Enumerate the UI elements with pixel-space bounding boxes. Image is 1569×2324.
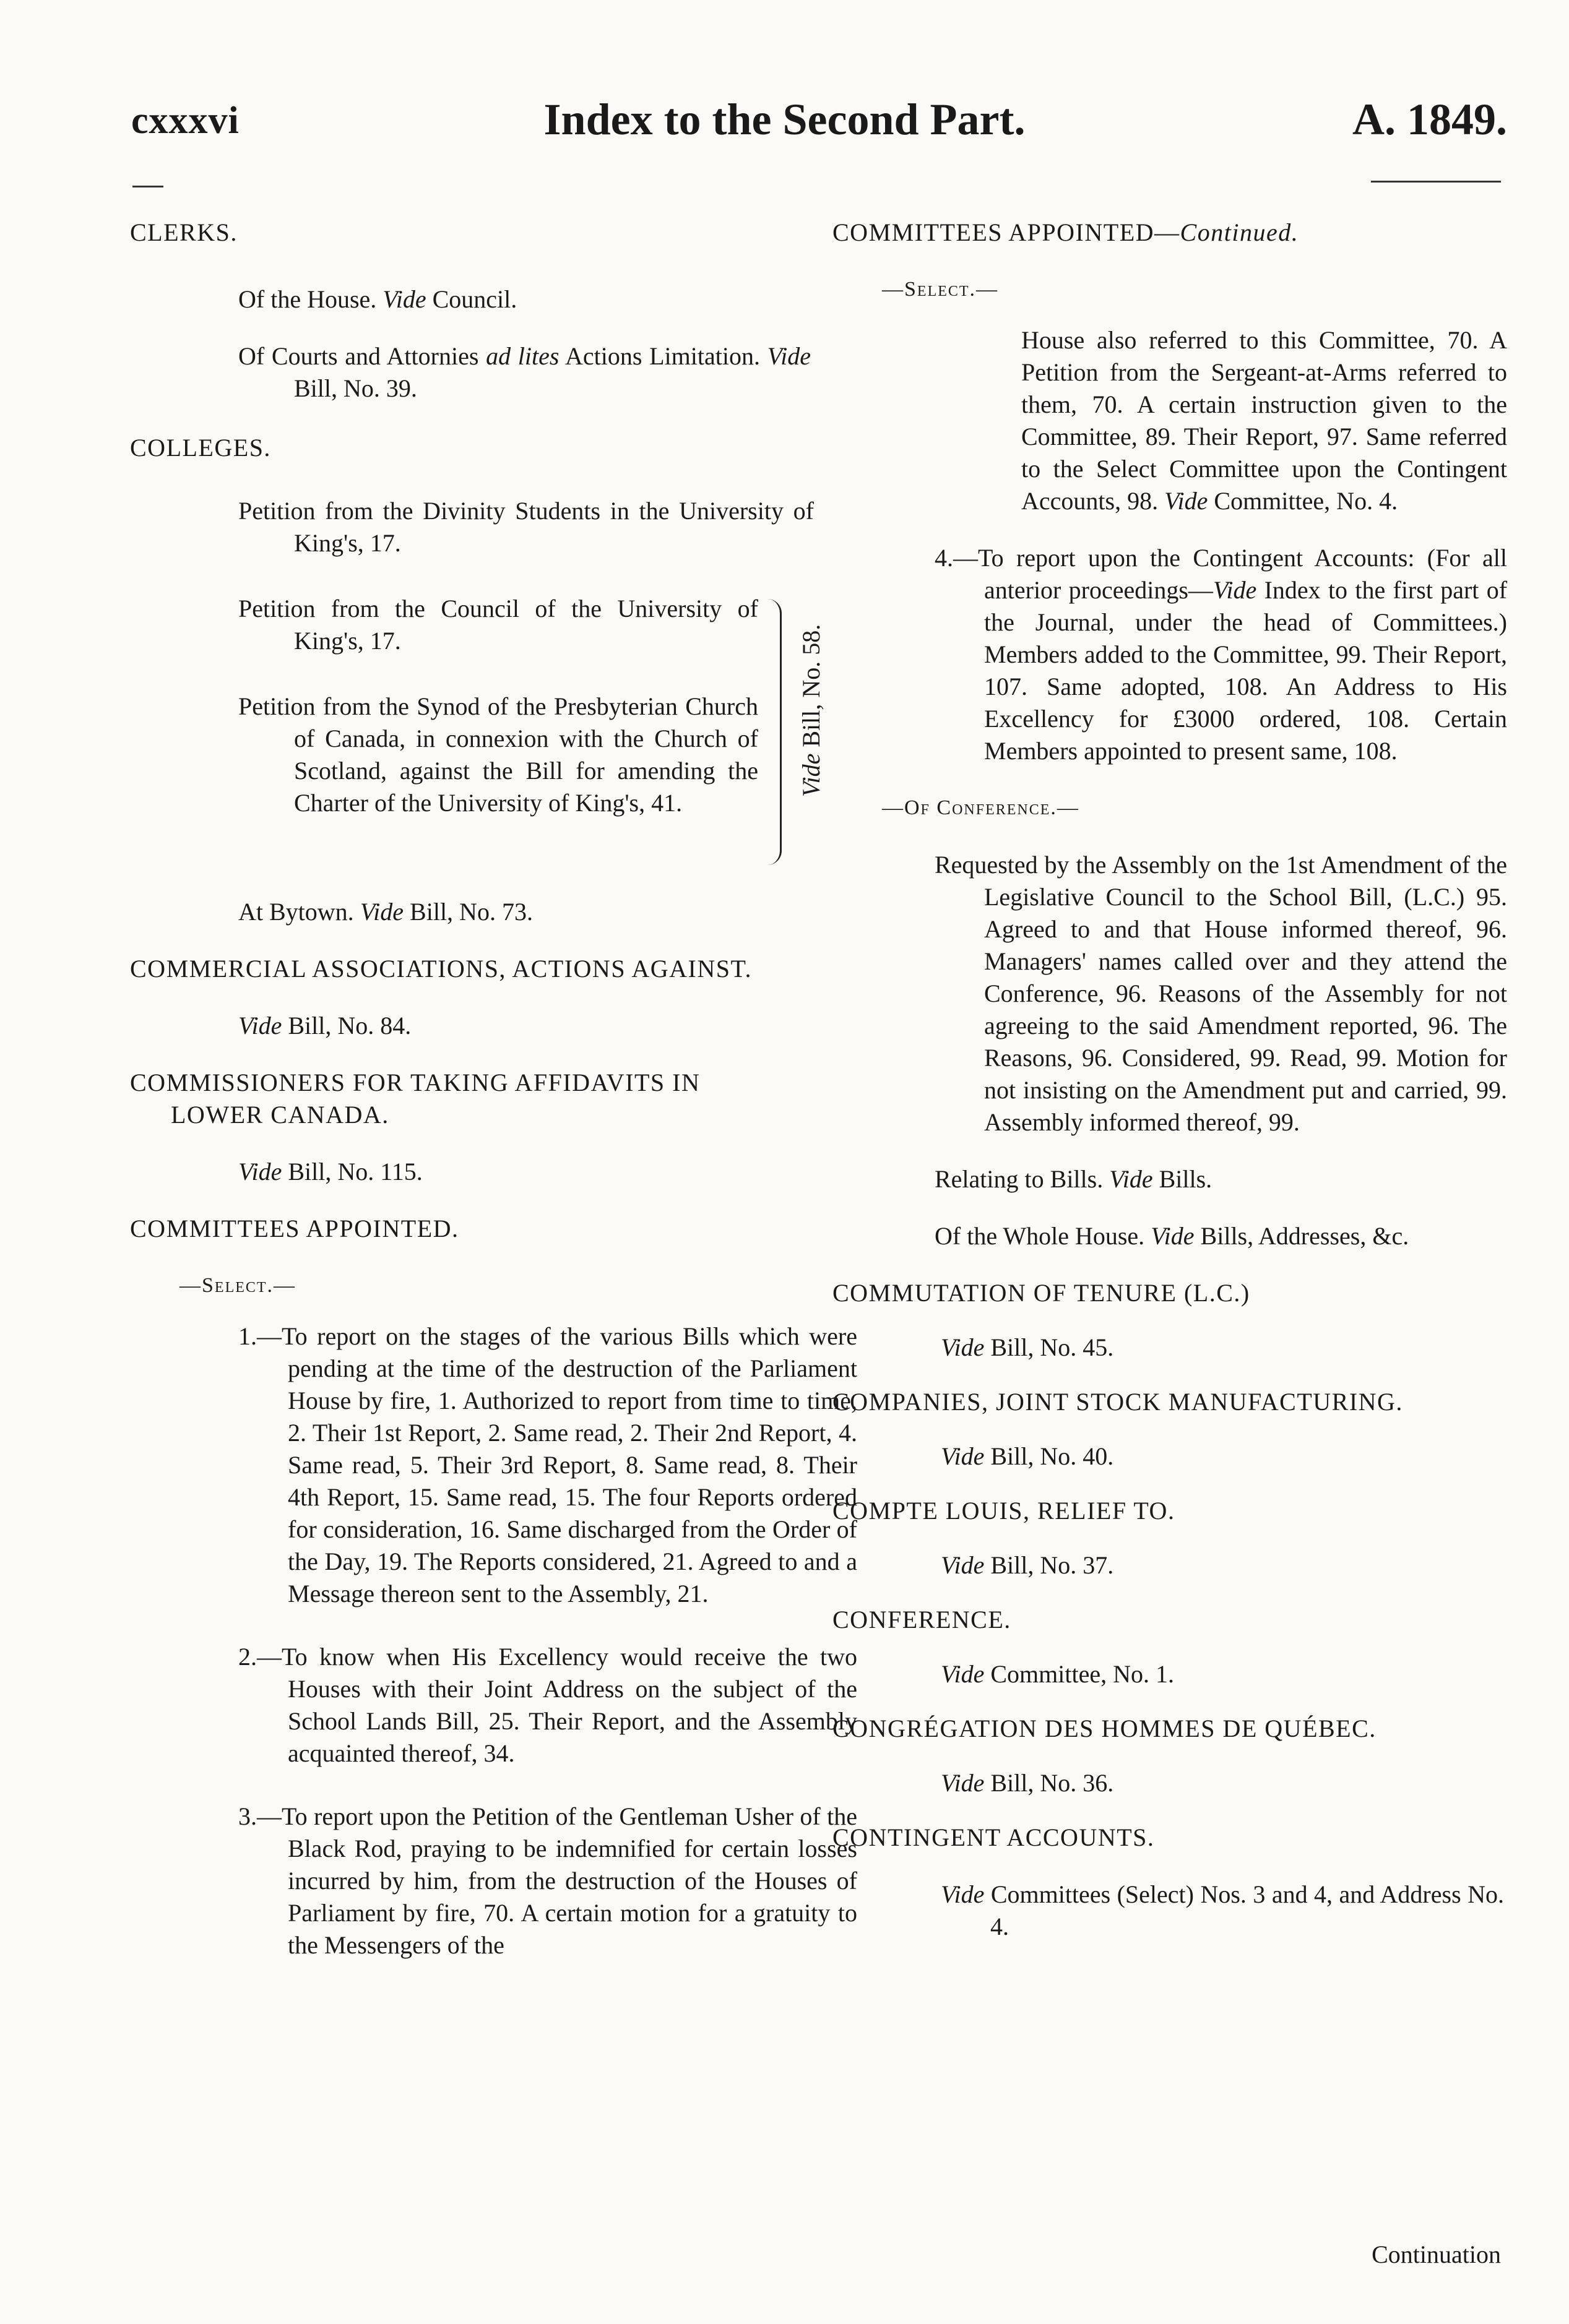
heading-conference: CONFERENCE. — [832, 1606, 1011, 1633]
right-column — [832, 210, 1507, 1943]
entry-text: 4.—To report upon the Contingent Accounts: (For all anterior proceedings— — [935, 544, 1507, 604]
heading-clerks: CLERKS. — [130, 218, 238, 246]
vide-label: Vide — [941, 1660, 985, 1688]
entry-ref: Bill, No. 115. — [288, 1158, 423, 1186]
brace-vide-ref — [795, 624, 828, 797]
entry-colleges-bytown — [130, 896, 811, 928]
entry-text: Of the House. — [238, 285, 377, 313]
entry-commutation — [832, 1332, 1507, 1364]
entry-clerks-courts — [238, 340, 811, 405]
entry-companies — [832, 1440, 1507, 1473]
committee-item-2: 2.—To know when His Excellency would receive the two Houses with their Joint Address on the subject of the School Lands Bill, 25. Their Report, and the Assembly acquainted thereof, 34. — [238, 1643, 857, 1767]
heading-colleges: COLLEGES. — [130, 434, 271, 462]
entry-ref: Committee, No. 4. — [1214, 487, 1398, 515]
page-number: cxxxvi — [131, 100, 240, 142]
subheading-select: —Select.— — [179, 1274, 296, 1297]
page-title: Index to the Second Part. — [543, 95, 1026, 144]
committee-item-3-continued — [832, 324, 1507, 517]
entry-ref: Bill, No. 39. — [294, 374, 417, 402]
header-rule-right — [1371, 181, 1501, 183]
vide-label: Vide — [797, 753, 825, 797]
vide-label: Vide — [941, 1551, 985, 1579]
entry-contingent — [941, 1879, 1504, 1943]
heading-committees: COMMITTEES APPOINTED. — [130, 1215, 459, 1242]
vide-label: Vide — [1212, 576, 1257, 604]
heading-compte: COMPTE LOUIS, RELIEF TO. — [832, 1497, 1175, 1525]
entry-colleges-divinity: Petition from the Divinity Students in the University of King's, 17. — [238, 497, 814, 557]
latin-phrase: ad lites — [486, 342, 560, 370]
vide-label: Vide — [360, 898, 404, 926]
entry-commissioners — [130, 1156, 811, 1188]
entry-ref: Bill, No. 45. — [990, 1333, 1114, 1361]
entry-ref: Bill, No. 84. — [288, 1012, 412, 1039]
entry-ref: Council. — [432, 285, 517, 313]
entry-ref: Bill, No. 73. — [410, 898, 533, 926]
subheading-conference: —Of Conference.— — [882, 796, 1079, 819]
entry-text: At Bytown. — [238, 898, 354, 926]
committee-item-1: 1.—To report on the stages of the various Bills which were pending at the time of the destruction of the Parliament House by fire, 1. Authorized to report from time to time, 2. Their 1st Report, 2. Same read, 2. Their 2nd Report, 4. Same read, 5. Their 3rd Report, 8. Same read, 8. Their 4th Report, 15. Same read, 15. The four Reports ordered for consideration, 16. Same discharged from the Order of the Day, 19. The Reports considered, 21. Agreed to and a Message thereon sent to the Assembly, 21. — [238, 1322, 857, 1607]
entry-text: Relating to Bills. — [935, 1165, 1104, 1193]
entry-colleges-council: Petition from the Council of the University of King's, 17. — [238, 595, 758, 655]
heading-commissioners — [130, 1067, 811, 1131]
entry-compte — [832, 1549, 1507, 1582]
vide-label: Vide — [1151, 1222, 1195, 1250]
entry-text: Index to the first part of the Journal, under the head of Committees.) Members added to the Committee, 99. Their Report, 107. Same adopted, 108. An Address to His Excellency for £3000 ordered, 108. Certain Members appointed to present same, 108. — [984, 576, 1508, 765]
heading-congregation: CONGRÉGATION DES HOMMES DE QUÉBEC. — [832, 1715, 1377, 1742]
vide-label: Vide — [941, 1442, 985, 1470]
vide-label: Vide — [941, 1333, 985, 1361]
heading-commercial: COMMERCIAL ASSOCIATIONS, ACTIONS AGAINST. — [130, 955, 752, 983]
vide-label: Vide — [383, 285, 426, 313]
vide-label: Vide — [941, 1769, 985, 1797]
vide-label: Vide — [1109, 1165, 1153, 1193]
entry-ref: Committee, No. 1. — [990, 1660, 1174, 1688]
entry-ref: Bill, No. 58. — [797, 624, 825, 747]
heading-commutation: COMMUTATION OF TENURE (L.C.) — [832, 1279, 1250, 1307]
entry-ref: Bill, No. 37. — [990, 1551, 1114, 1579]
year-label: A. 1849. — [1352, 95, 1507, 144]
continuation-note: Continuation — [1372, 2240, 1501, 2268]
conference-entry: Requested by the Assembly on the 1st Amendment of the Legislative Council to the School Bill, (L.C.) 95. Agreed to and that House informed thereof, 96. Managers' names called over and they attend the Conference, 96. Reasons of the Assembly for not agreeing to the said Amendment reported, 96. The Reasons, 96. Considered, 99. Read, 99. Motion for not insisting on the Amendment put and carried, 99. Assembly informed thereof, 99. — [935, 851, 1507, 1136]
left-column — [130, 210, 857, 1961]
committee-item-3: 3.—To report upon the Petition of the Gentleman Usher of the Black Rod, praying to be indemnified for certain losses incurred by him, from the destruction of the Houses of Parliament by fire, 70. A certain motion for a gratuity to the Messengers of the — [238, 1802, 857, 1959]
entry-conference — [832, 1658, 1507, 1690]
entry-ref: Committees (Select) Nos. 3 and 4, and Address No. 4. — [990, 1880, 1504, 1940]
heading-companies: COMPANIES, JOINT STOCK MANUFACTURING. — [832, 1388, 1403, 1416]
entry-colleges-synod: Petition from the Synod of the Presbyterian Church of Canada, in connexion with the Church of Scotland, against the Bill for amending the Charter of the University of King's, 41. — [238, 692, 758, 817]
entry-relating-bills — [832, 1163, 1507, 1195]
entry-ref: Bills. — [1159, 1165, 1212, 1193]
heading-committees-continued — [832, 217, 1507, 249]
colleges-brace-group — [238, 593, 825, 871]
committee-item-4 — [935, 542, 1507, 767]
entry-text: Of Courts and Attornies — [238, 342, 479, 370]
vide-label: Vide — [238, 1158, 282, 1186]
heading-text: COMMITTEES APPOINTED— — [832, 218, 1180, 246]
header-rule-left — [132, 186, 163, 187]
heading-continued: Continued. — [1180, 218, 1299, 246]
vide-label: Vide — [767, 342, 811, 370]
heading-line: COMMISSIONERS FOR TAKING AFFIDAVITS IN — [130, 1069, 701, 1096]
entry-clerks-house — [130, 283, 811, 316]
entry-text: Of the Whole House. — [935, 1222, 1145, 1250]
vide-label: Vide — [941, 1880, 985, 1908]
subheading-select: —Select.— — [882, 278, 999, 301]
entry-ref: Bills, Addresses, &c. — [1200, 1222, 1409, 1250]
brace-icon — [767, 599, 782, 865]
heading-line: LOWER CANADA. — [171, 1101, 389, 1129]
entry-commercial — [130, 1010, 811, 1042]
entry-text: House also referred to this Committee, 70. A Petition from the Sergeant-at-Arms referred to them, 70. A certain instruction given to the Committee, 89. Their Report, 97. Same referred to the Select Committee upon the Contingent Accounts, 98. — [1021, 326, 1507, 515]
entry-whole-house — [832, 1220, 1507, 1252]
heading-contingent: CONTINGENT ACCOUNTS. — [832, 1823, 1155, 1851]
entry-congregation — [832, 1767, 1507, 1799]
vide-label: Vide — [238, 1012, 282, 1039]
vide-label: Vide — [1164, 487, 1208, 515]
entry-text: Actions Limitation. — [564, 342, 760, 370]
entry-ref: Bill, No. 40. — [990, 1442, 1114, 1470]
entry-ref: Bill, No. 36. — [990, 1769, 1114, 1797]
